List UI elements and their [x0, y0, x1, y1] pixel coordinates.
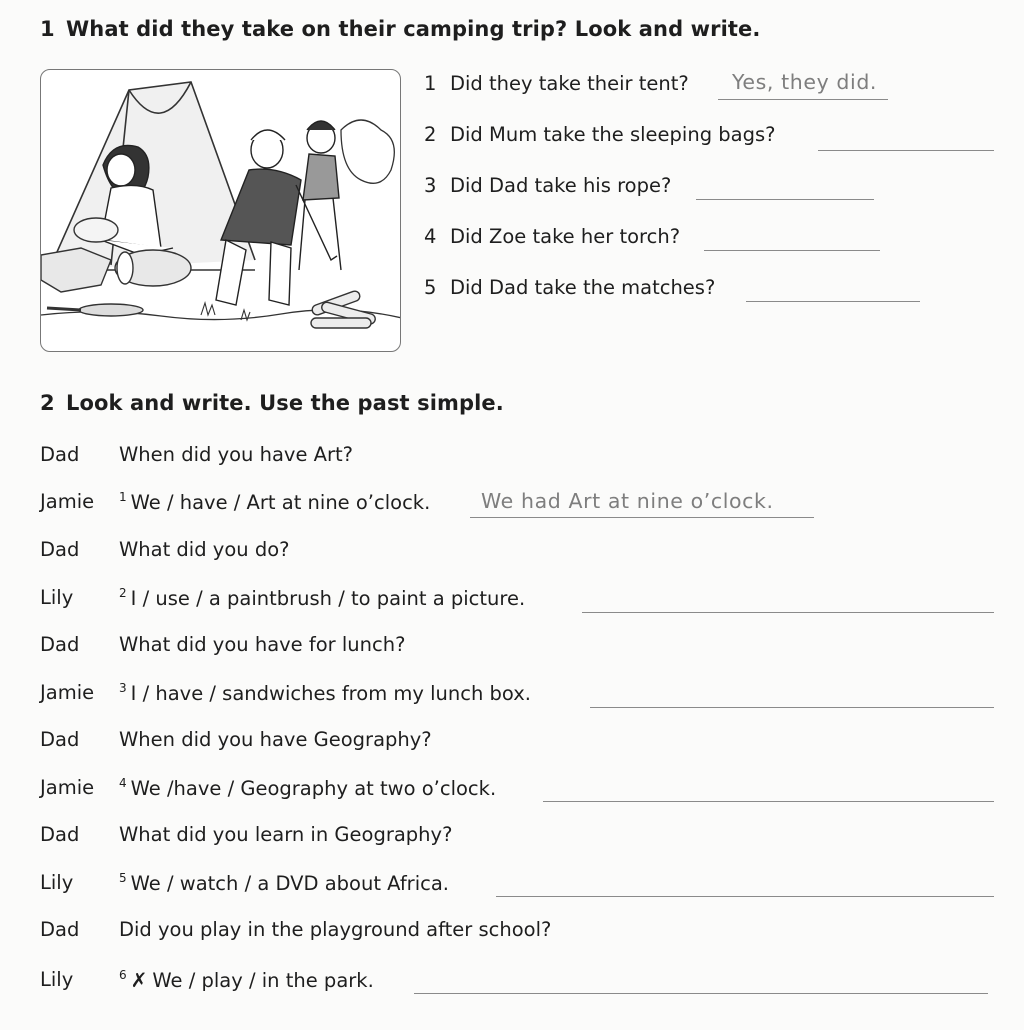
item-number: 3: [119, 681, 127, 695]
question-3: [424, 174, 671, 197]
prompt-text: We /have / Geography at two o’clock.: [130, 777, 497, 800]
question-2: [424, 123, 776, 146]
question-number: 3: [424, 174, 437, 197]
speaker: Dad: [40, 918, 80, 941]
prompt-5: [119, 871, 449, 895]
question-text: Did Dad take his rope?: [450, 174, 672, 197]
dialogue-line: When did you have Art?: [119, 443, 353, 466]
answer-line-5[interactable]: [746, 301, 920, 302]
speaker: Jamie: [40, 490, 95, 513]
question-1: [424, 72, 689, 95]
item-number: 2: [119, 586, 127, 600]
question-text: Did they take their tent?: [450, 72, 689, 95]
prompt-text: We / play / in the park.: [152, 969, 374, 992]
item-number: 5: [119, 871, 127, 885]
answer-line-ex2-4[interactable]: [543, 801, 994, 802]
question-text: Did Dad take the matches?: [450, 276, 716, 299]
bush: [341, 120, 394, 183]
answer-line-ex2-5[interactable]: [496, 896, 994, 897]
dialogue-line: When did you have Geography?: [119, 728, 432, 751]
answer-ex2-1: We had Art at nine o’clock.: [481, 489, 774, 513]
exercise-2-heading: [40, 391, 504, 415]
exercise-1-title: What did they take on their camping trip? Look and write.: [66, 17, 761, 41]
speaker: Dad: [40, 633, 80, 656]
prompt-4: [119, 776, 496, 800]
dialogue-line: What did you learn in Geography?: [119, 823, 453, 846]
question-text: Did Mum take the sleeping bags?: [450, 123, 776, 146]
prompt-1: [119, 490, 430, 514]
prompt-text: I / use / a paintbrush / to paint a picture.: [130, 587, 526, 610]
dialogue-line: What did you do?: [119, 538, 290, 561]
question-number: 5: [424, 276, 437, 299]
cross-icon: ✗: [130, 968, 148, 992]
camping-scene-drawing: [41, 70, 401, 352]
firewood: [311, 290, 377, 328]
frying-pan: [47, 304, 143, 316]
answer-line-1[interactable]: [718, 99, 888, 100]
dialogue-line: Did you play in the playground after school?: [119, 918, 552, 941]
prompt-2: [119, 586, 525, 610]
speaker: Dad: [40, 443, 80, 466]
child-figure: [299, 121, 341, 270]
question-5: [424, 276, 715, 299]
answer-1: Yes, they did.: [732, 70, 878, 94]
exercise-2-title: Look and write. Use the past simple.: [66, 391, 504, 415]
answer-line-ex2-6[interactable]: [414, 993, 988, 994]
answer-line-ex2-1[interactable]: [470, 517, 814, 518]
speaker: Lily: [40, 586, 74, 609]
question-number: 4: [424, 225, 437, 248]
prompt-text: I / have / sandwiches from my lunch box.: [130, 682, 531, 705]
speaker: Jamie: [40, 776, 95, 799]
prompt-3: [119, 681, 531, 705]
item-number: 4: [119, 776, 127, 790]
answer-line-ex2-2[interactable]: [582, 612, 994, 613]
exercise-1-heading: [40, 17, 760, 41]
answer-line-2[interactable]: [818, 150, 994, 151]
speaker: Dad: [40, 823, 80, 846]
exercise-2-number: 2: [40, 391, 55, 415]
prompt-text: We / have / Art at nine o’clock.: [130, 491, 431, 514]
speaker: Jamie: [40, 681, 95, 704]
question-4: [424, 225, 680, 248]
item-number: 1: [119, 490, 127, 504]
prompt-6: [119, 968, 374, 992]
camping-illustration: [40, 69, 401, 352]
exercise-1-number: 1: [40, 17, 55, 41]
question-number: 2: [424, 123, 437, 146]
answer-line-4[interactable]: [704, 250, 880, 251]
speaker: Lily: [40, 871, 74, 894]
speaker: Dad: [40, 538, 80, 561]
item-number: 6: [119, 968, 127, 982]
dialogue-line: What did you have for lunch?: [119, 633, 406, 656]
answer-line-3[interactable]: [696, 199, 874, 200]
question-text: Did Zoe take her torch?: [450, 225, 681, 248]
speaker: Lily: [40, 968, 74, 991]
answer-line-ex2-3[interactable]: [590, 707, 994, 708]
prompt-text: We / watch / a DVD about Africa.: [130, 872, 449, 895]
question-number: 1: [424, 72, 437, 95]
speaker: Dad: [40, 728, 80, 751]
